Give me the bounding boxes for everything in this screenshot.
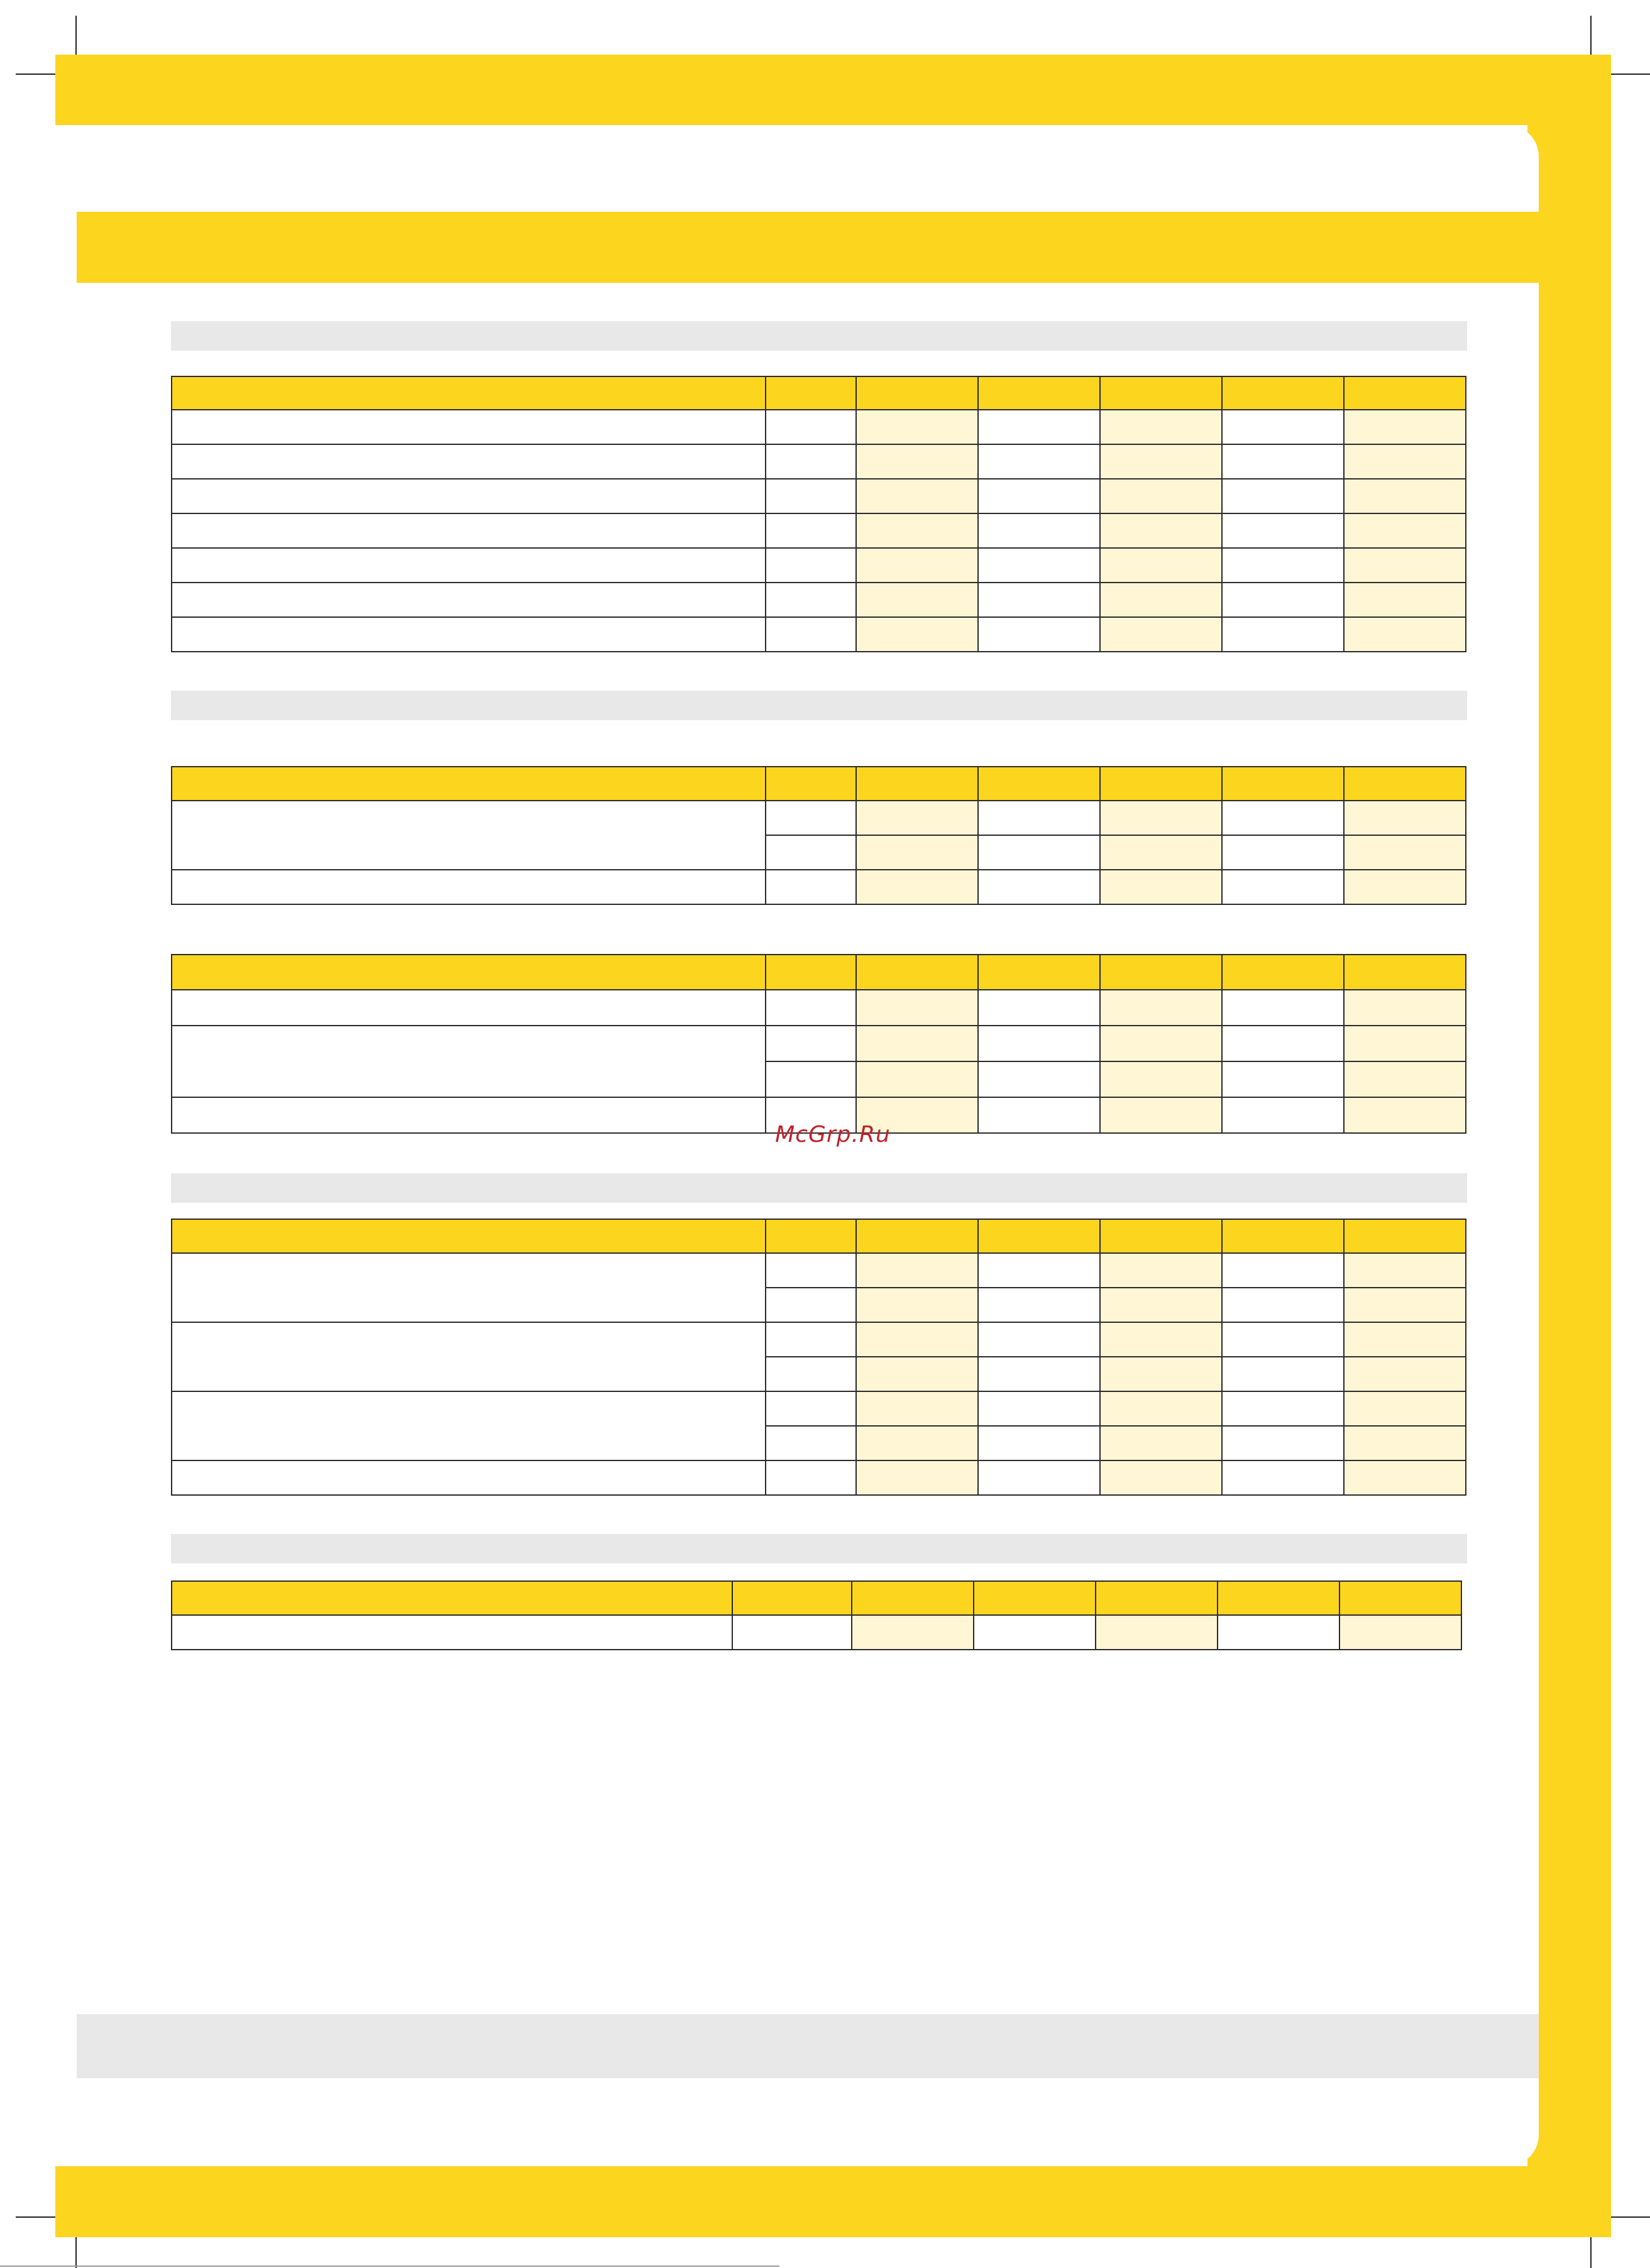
table-row (171, 410, 1466, 445)
page-frame-bottom (55, 2166, 1611, 2237)
table-5 (171, 1580, 1462, 1650)
section-bar (171, 1534, 1467, 1564)
table-row (171, 801, 1466, 870)
crop-mark (1609, 74, 1650, 75)
crop-mark (16, 74, 57, 75)
table-row (171, 1026, 1466, 1098)
section-bar (171, 321, 1467, 351)
watermark-text: McGrp.Ru (775, 1122, 891, 1148)
crop-mark (1590, 16, 1592, 60)
table-row (171, 1323, 1466, 1392)
footer-band (77, 2014, 1539, 2078)
section-bar (171, 1173, 1467, 1203)
table-row (171, 549, 1466, 583)
page-frame-right (1527, 55, 1611, 2237)
crop-mark (1609, 2216, 1650, 2218)
section-bar (171, 691, 1467, 720)
table-row (171, 1461, 1466, 1496)
bleed-line (0, 2265, 779, 2267)
table-row (171, 1254, 1466, 1323)
table-header-row (171, 766, 1466, 801)
table-2 (171, 766, 1466, 905)
table-row (171, 445, 1466, 479)
table-row (171, 990, 1466, 1026)
table-3 (171, 954, 1466, 1134)
table-row (171, 1616, 1462, 1650)
table-row (171, 479, 1466, 514)
table-header-row (171, 954, 1466, 990)
table-row (171, 514, 1466, 549)
page-frame-top (55, 55, 1611, 125)
table-1 (171, 376, 1466, 652)
table-row (171, 583, 1466, 618)
table-4 (171, 1219, 1466, 1496)
table-row (171, 1392, 1466, 1461)
title-band (77, 212, 1539, 283)
table-row (171, 870, 1466, 905)
table-header-row (171, 1219, 1466, 1254)
table-header-row (171, 376, 1466, 410)
crop-mark (75, 16, 77, 60)
table-header-row (171, 1580, 1462, 1616)
crop-mark (16, 2216, 57, 2218)
table-row (171, 618, 1466, 652)
